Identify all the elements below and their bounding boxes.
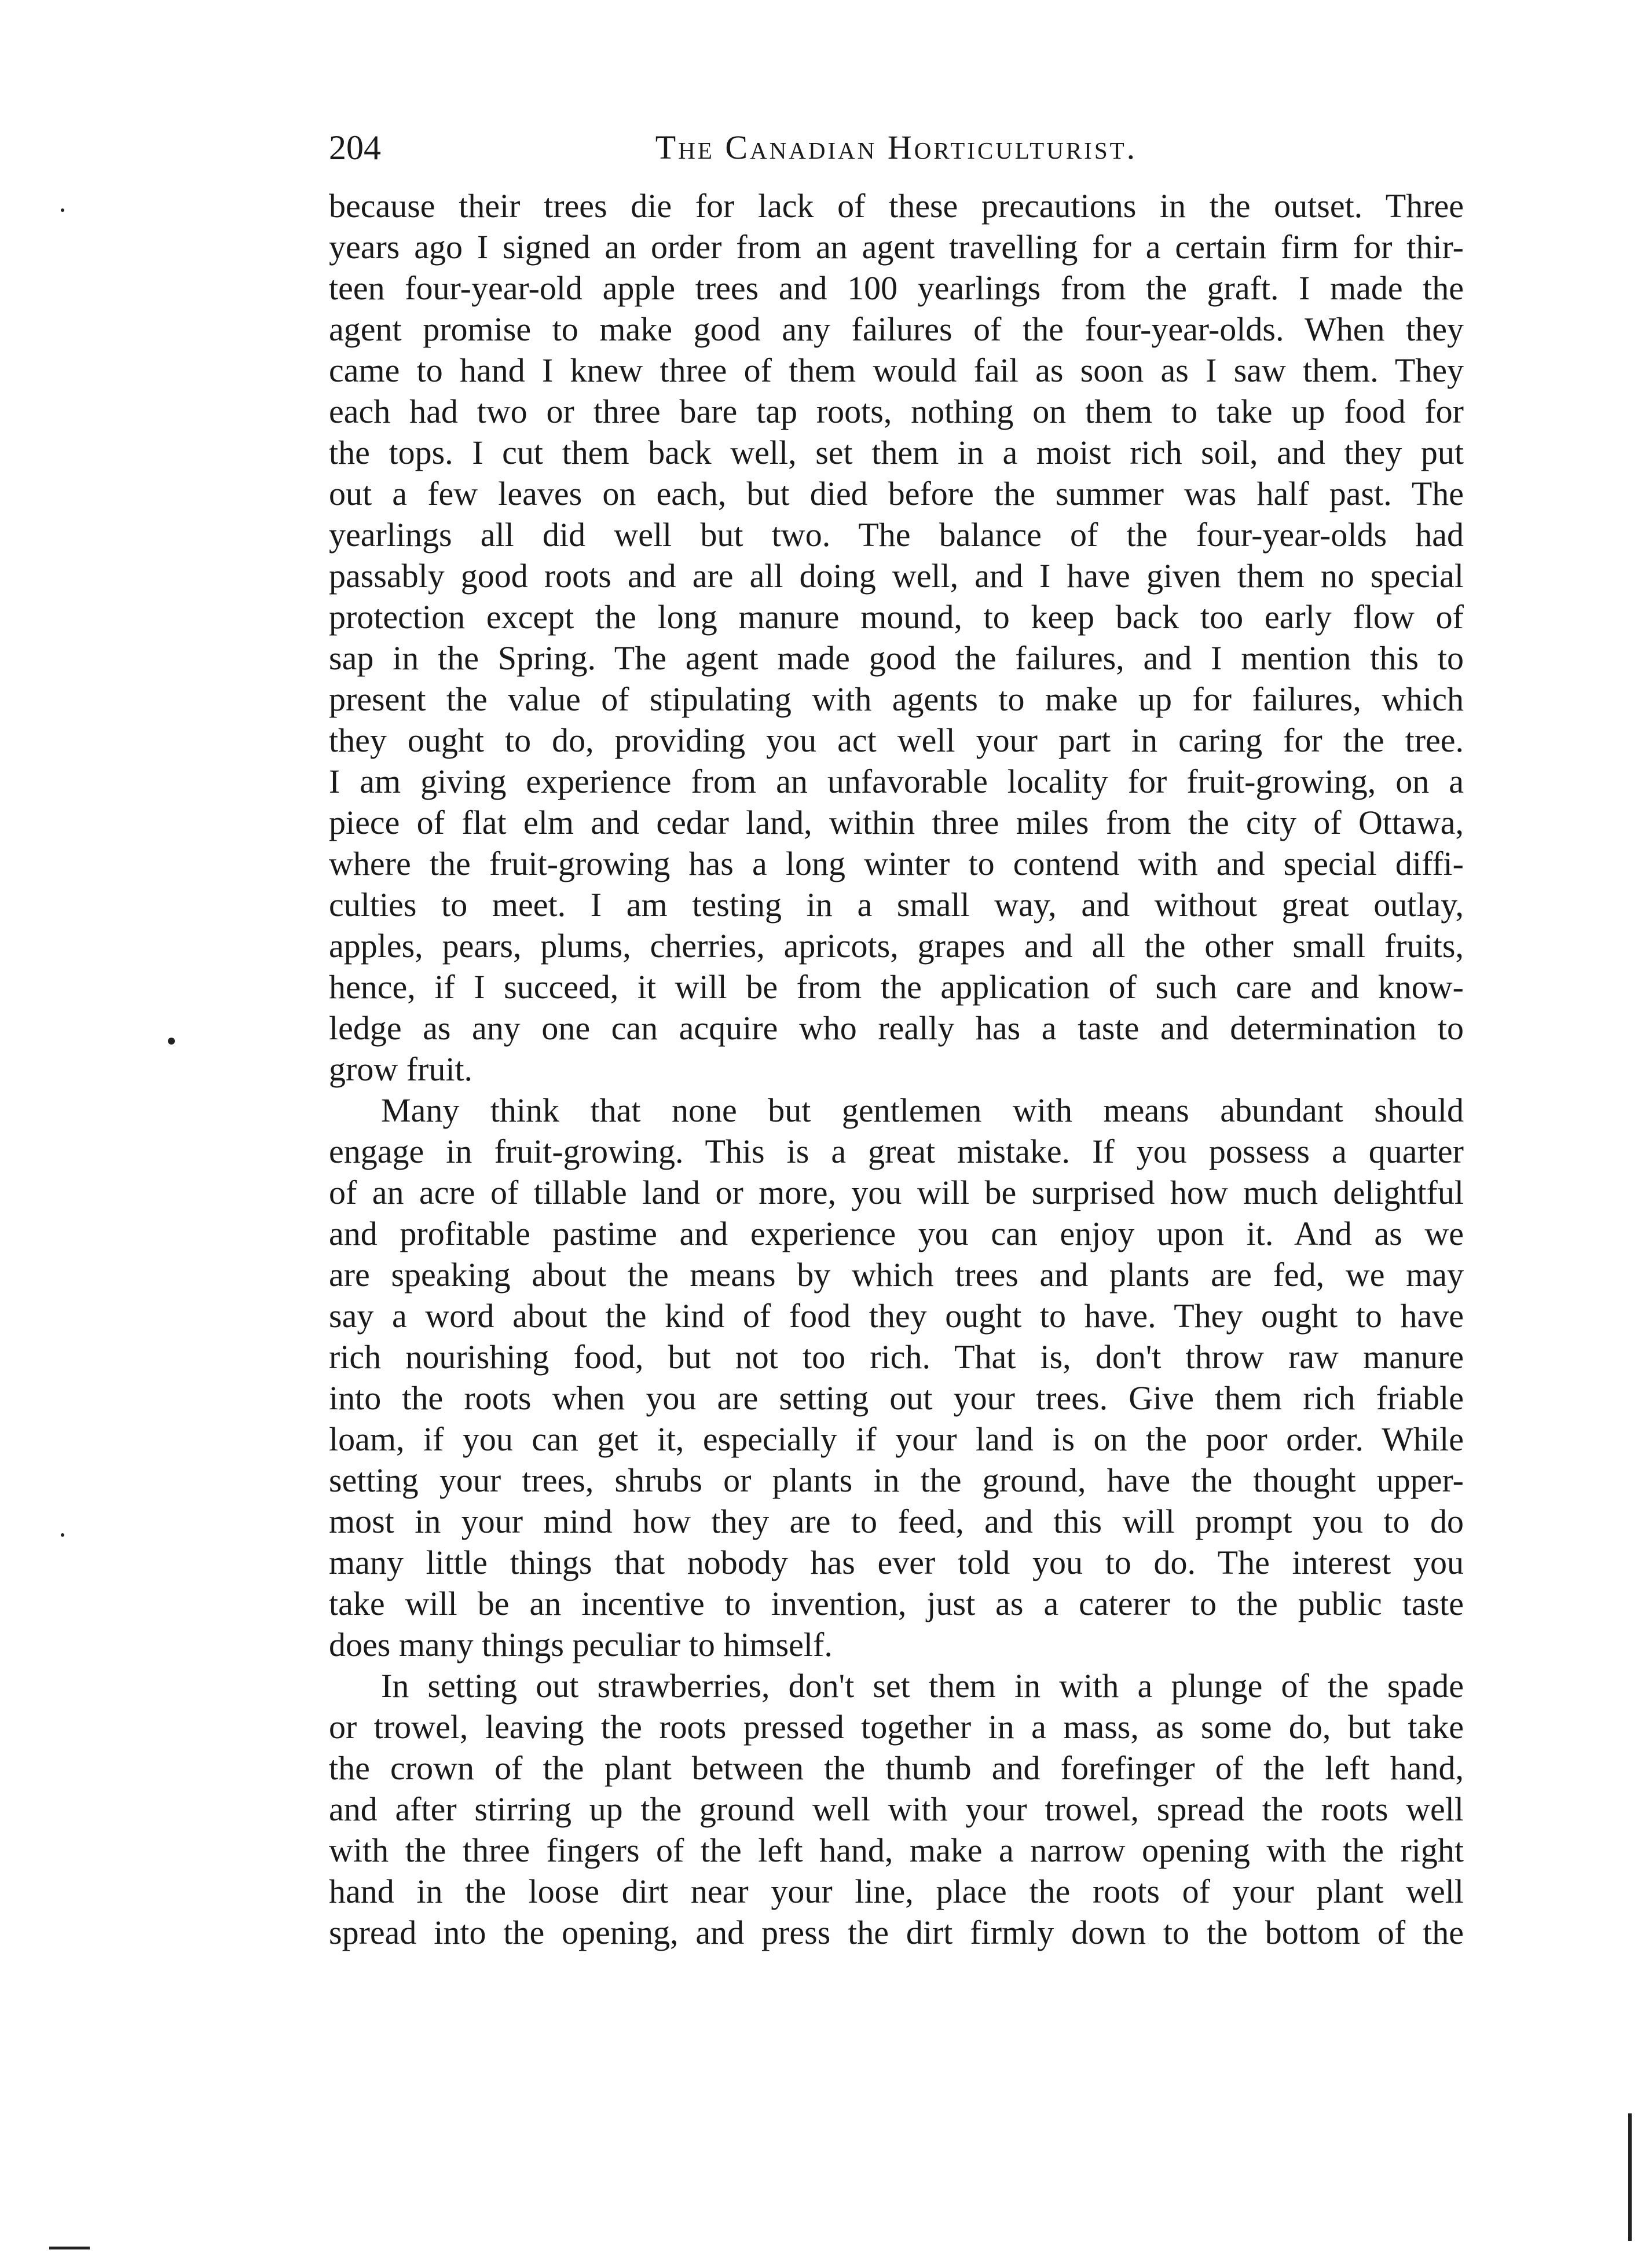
text-line: does many things peculiar to himself. [329,1626,833,1664]
text-line: take will be an incentive to invention, just as a caterer to the public taste [329,1585,1464,1622]
text-line: with the three fingers of the left hand, make a narrow opening with the right [329,1831,1464,1869]
text-line: culties to meet. I am testing in a small way, and without great outlay, [329,886,1464,924]
text-line: yearlings all did well but two. The balance of the four-year-olds had [329,516,1464,554]
text-line: piece of flat elm and cedar land, within three miles from the city of Ottawa, [329,804,1464,841]
text-line: years ago I signed an order from an agent travelling for a certain firm for thir- [329,228,1464,266]
page-header [329,122,1464,174]
text-line: out a few leaves on each, but died before the summer was half past. The [329,475,1464,512]
text-line: In setting out strawberries, don't set them in with a plunge of the spade [381,1667,1464,1705]
text-line: each had two or three bare tap roots, nothing on them to take up food for [329,393,1464,430]
running-title: The Canadian Horticulturist. [655,129,1138,166]
text-line: they ought to do, providing you act well your part in caring for the tree. [329,721,1464,759]
text-line: came to hand I knew three of them would fail as soon as I saw them. They [329,351,1464,389]
text-line: grow fruit. [329,1050,473,1088]
text-line: teen four-year-old apple trees and 100 yearlings from the graft. I made the [329,269,1464,307]
text-line: loam, if you can get it, especially if your land is on the poor order. While [329,1420,1464,1458]
scan-edge-mark [49,2247,90,2249]
text-line: setting your trees, shrubs or plants in the ground, have the thought upper- [329,1461,1464,1499]
text-line: engage in fruit-growing. This is a great mistake. If you possess a quarter [329,1133,1464,1170]
paragraph [329,1090,1464,1665]
text-line: most in your mind how they are to feed, and this will prompt you to do [329,1503,1464,1540]
scan-speck [168,1038,175,1045]
text-line: sap in the Spring. The agent made good the failures, and I mention this to [329,639,1464,677]
paragraph [329,185,1464,1090]
text-line: hence, if I succeed, it will be from the application of such care and know- [329,968,1464,1006]
text-line: are speaking about the means by which trees and plants are fed, we may [329,1256,1464,1294]
text-line: say a word about the kind of food they ought to have. They ought to have [329,1297,1464,1335]
scan-speck [61,208,64,212]
paragraph [329,1665,1464,1953]
text-line: spread into the opening, and press the dirt firmly down to the bottom of the [329,1914,1464,1951]
text-line: where the fruit-growing has a long winter to contend with and special diffi- [329,845,1464,882]
text-line: hand in the loose dirt near your line, place the roots of your plant well [329,1873,1464,1910]
text-line: present the value of stipulating with agents to make up for failures, which [329,680,1464,718]
text-line: of an acre of tillable land or more, you will be surprised how much delightful [329,1174,1464,1211]
text-line: or trowel, leaving the roots pressed together in a mass, as some do, but take [329,1708,1464,1746]
text-line: many little things that nobody has ever told you to do. The interest you [329,1544,1464,1581]
text-line: the tops. I cut them back well, set them in a moist rich soil, and they put [329,434,1464,471]
text-line: apples, pears, plums, cherries, apricots, grapes and all the other small fruits, [329,927,1464,965]
text-line: and profitable pastime and experience you can enjoy upon it. And as we [329,1215,1464,1252]
text-line: because their trees die for lack of these precautions in the outset. Three [329,187,1464,225]
text-line: protection except the long manure mound, to keep back too early flow of [329,598,1464,636]
scan-speck [61,1533,64,1537]
text-line: and after stirring up the ground well with your trowel, spread the roots well [329,1790,1464,1828]
scan-edge-mark [1628,2113,1632,2241]
text-line: passably good roots and are all doing well, and I have given them no special [329,557,1464,595]
text-line: I am giving experience from an unfavorable locality for fruit-growing, on a [329,763,1464,800]
text-line: into the roots when you are setting out your trees. Give them rich friable [329,1379,1464,1417]
text-line: rich nourishing food, but not too rich. That is, don't throw raw manure [329,1338,1464,1376]
page-number: 204 [329,129,381,167]
text-line: the crown of the plant between the thumb and forefinger of the left hand, [329,1749,1464,1787]
text-line: ledge as any one can acquire who really has a taste and determination to [329,1009,1464,1047]
text-line: agent promise to make good any failures of the four-year-olds. When they [329,310,1464,348]
text-line: Many think that none but gentlemen with means abundant should [381,1091,1464,1129]
article-body [329,185,1464,1953]
